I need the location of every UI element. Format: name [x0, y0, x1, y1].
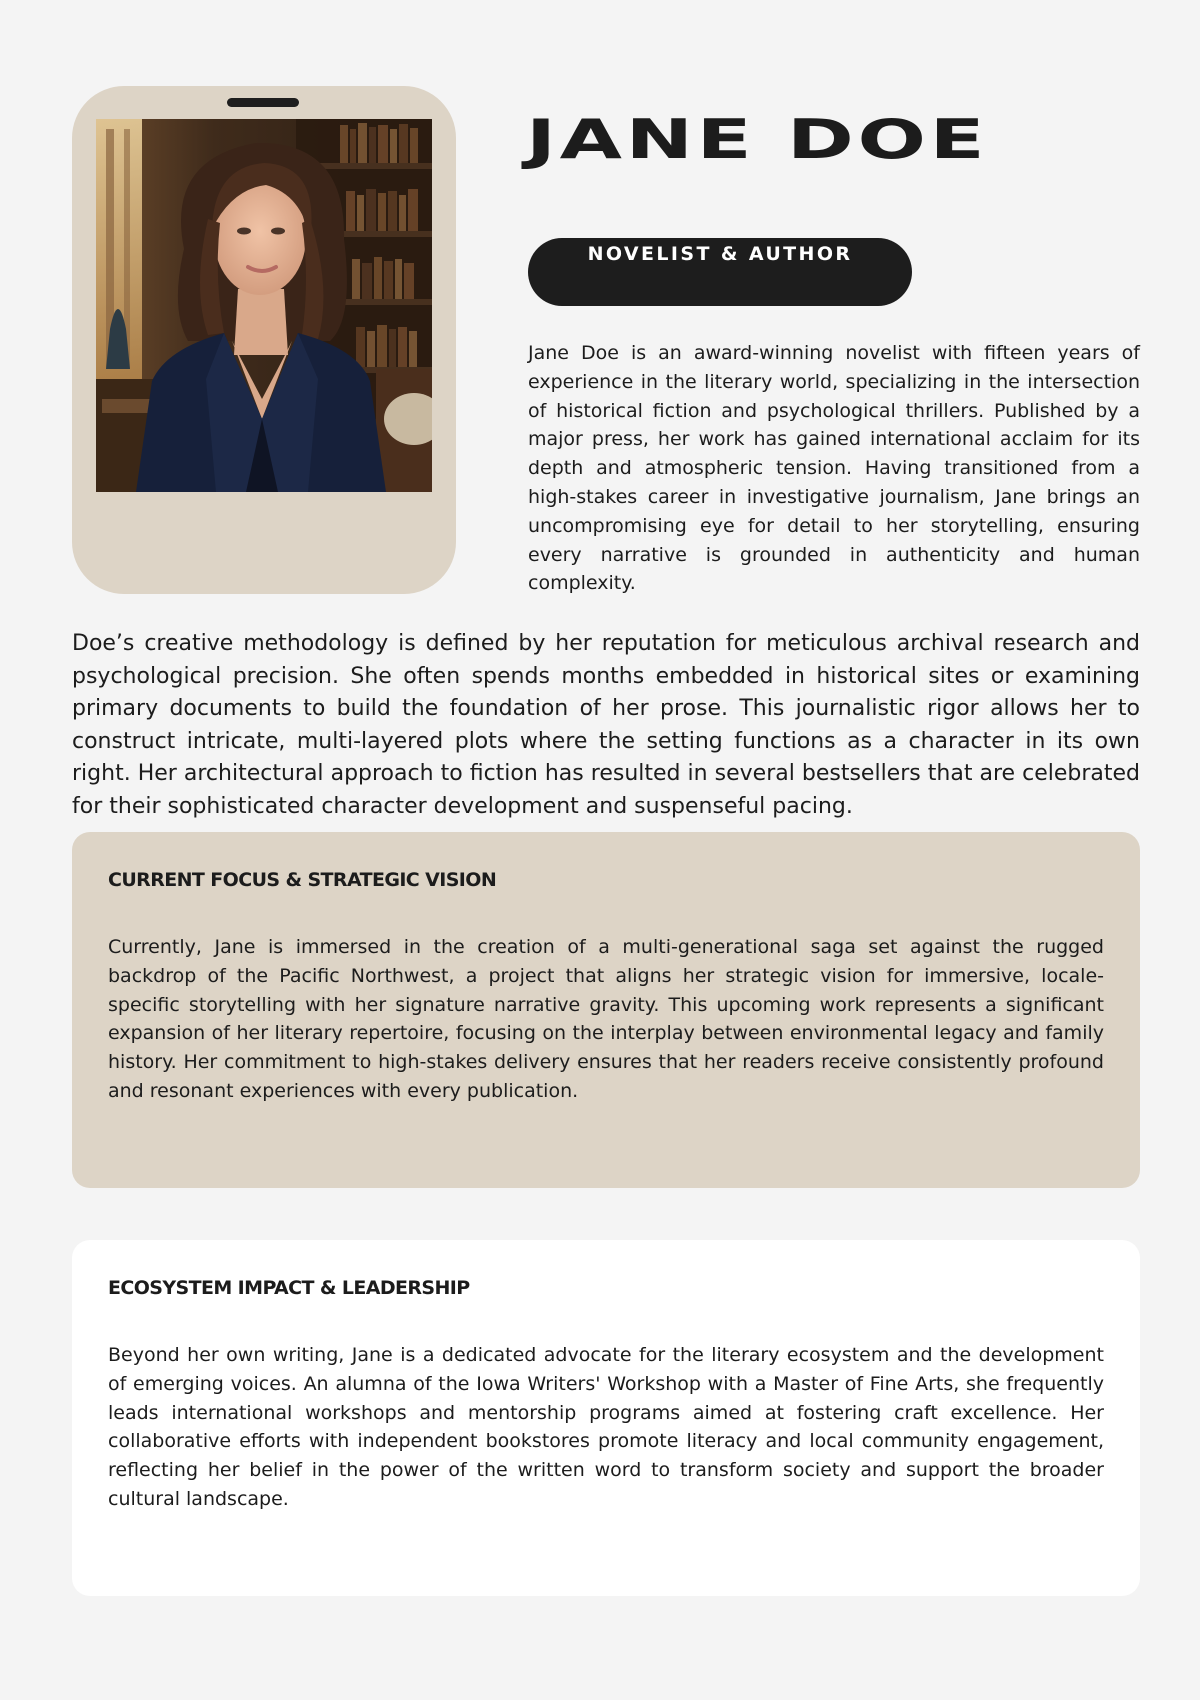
- focus-heading: CURRENT FOCUS & STRATEGIC VISION: [108, 869, 497, 891]
- intro-paragraph: Jane Doe is an award-winning novelist with fifteen years of experience in the literary world, specializing in the intersection of historical fiction and psychological thrillers. Published by a major press, her work has gained international acclaim for its depth and atmospheric tension. Having transitioned from a high-stakes career in investigative journalism, Jane brings an uncompromising eye for detail to her storytelling, ensuring every narrative is grounded in authenticity and human complexity.: [528, 342, 1140, 595]
- impact-body: Beyond her own writing, Jane is a dedicated advocate for the literary ecosystem and the development of emerging voices. An alumna of the Iowa Writers' Workshop with a Master of Fine Arts, she frequently leads international workshops and mentorship programs aimed at fostering craft excellence. Her collaborative efforts with independent bookstores promote literacy and local community engagement, reflecting her belief in the power of the written word to transform society and support the broader cultural landscape.: [108, 1344, 1104, 1510]
- impact-heading: ECOSYSTEM IMPACT & LEADERSHIP: [108, 1277, 470, 1299]
- impact-card: [72, 1240, 1140, 1596]
- focus-card: [72, 832, 1140, 1188]
- role-label: NOVELIST & AUTHOR: [587, 243, 853, 265]
- methodology-paragraph: Doe’s creative methodology is defined by her reputation for meticulous archival research and psychological precision. She often spends months embedded in historical sites or examining primary documents to build the foundation of her prose. This journalistic rigor allows her to construct intricate, multi-layered plots where the setting functions as a character in its own right. Her architectural approach to fiction has resulted in several bestsellers that are celebrated for their sophisticated character development and suspenseful pacing.: [72, 631, 1140, 819]
- author-portrait: [96, 119, 432, 492]
- author-name: JANE DOE: [526, 108, 989, 172]
- id-badge-frame: [72, 86, 456, 594]
- role-badge: [528, 238, 912, 306]
- focus-body: Currently, Jane is immersed in the creation of a multi-generational saga set against the rugged backdrop of the Pacific Northwest, a project that aligns her strategic vision for immersive, locale-specific storytelling with her signature narrative gravity. This upcoming work represents a significant expansion of her literary repertoire, focusing on the interplay between environmental legacy and family history. Her commitment to high-stakes delivery ensures that her readers receive consistently profound and resonant experiences with every publication.: [108, 936, 1104, 1102]
- badge-slot-icon: [227, 98, 299, 107]
